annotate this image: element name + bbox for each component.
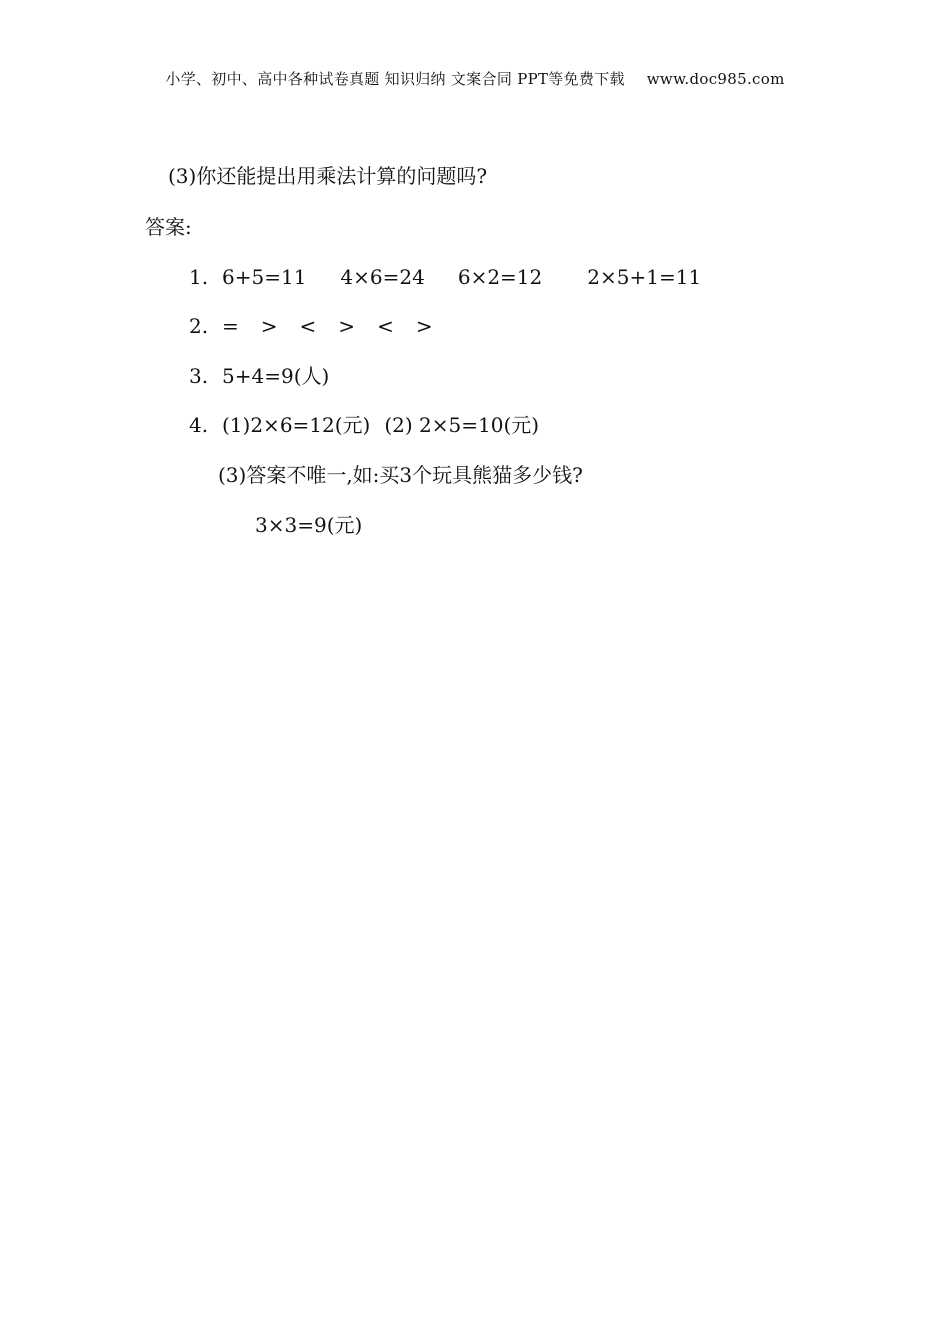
answer-1-item: 2×5+1=11 [587, 265, 702, 289]
answer-4-part3-calc: 3×3=9(元) [255, 513, 363, 537]
answer-2 [189, 314, 455, 338]
answer-number: 2. [189, 314, 209, 338]
answer-1 [189, 265, 701, 289]
answer-title: 答案: [145, 215, 192, 239]
header-site-link[interactable]: www.doc985.com [646, 70, 785, 88]
answer-number: 3. [189, 364, 209, 388]
answer-1-item: 6×2=12 [457, 265, 543, 289]
page-header [0, 68, 950, 89]
header-text: 小学、初中、高中各种试卷真题 知识归纳 文案合同 PPT等免费下载 [165, 70, 625, 88]
comparison-symbol: = [222, 314, 239, 338]
answer-4-part2: (2) 2×5=10(元) [384, 413, 540, 437]
comparison-symbol: > [338, 314, 356, 338]
answer-4 [189, 413, 539, 437]
answer-number: 4. [189, 413, 209, 437]
comparison-symbol: < [299, 314, 317, 338]
answer-1-item: 6+5=11 [222, 265, 307, 289]
answer-4-part3: (3)答案不唯一,如:买3个玩具熊猫多少钱? [218, 463, 583, 487]
answer-4-part1: (1)2×6=12(元) [222, 413, 371, 437]
answer-3-text: 5+4=9(人) [222, 364, 330, 388]
answer-number: 1. [189, 265, 209, 289]
comparison-symbol: < [377, 314, 394, 338]
comparison-symbol: > [415, 314, 433, 338]
answer-1-item: 4×6=24 [340, 265, 425, 289]
answer-3 [189, 364, 329, 388]
comparison-symbol: > [260, 314, 278, 338]
question-text: (3)你还能提出用乘法计算的问题吗? [168, 164, 488, 188]
